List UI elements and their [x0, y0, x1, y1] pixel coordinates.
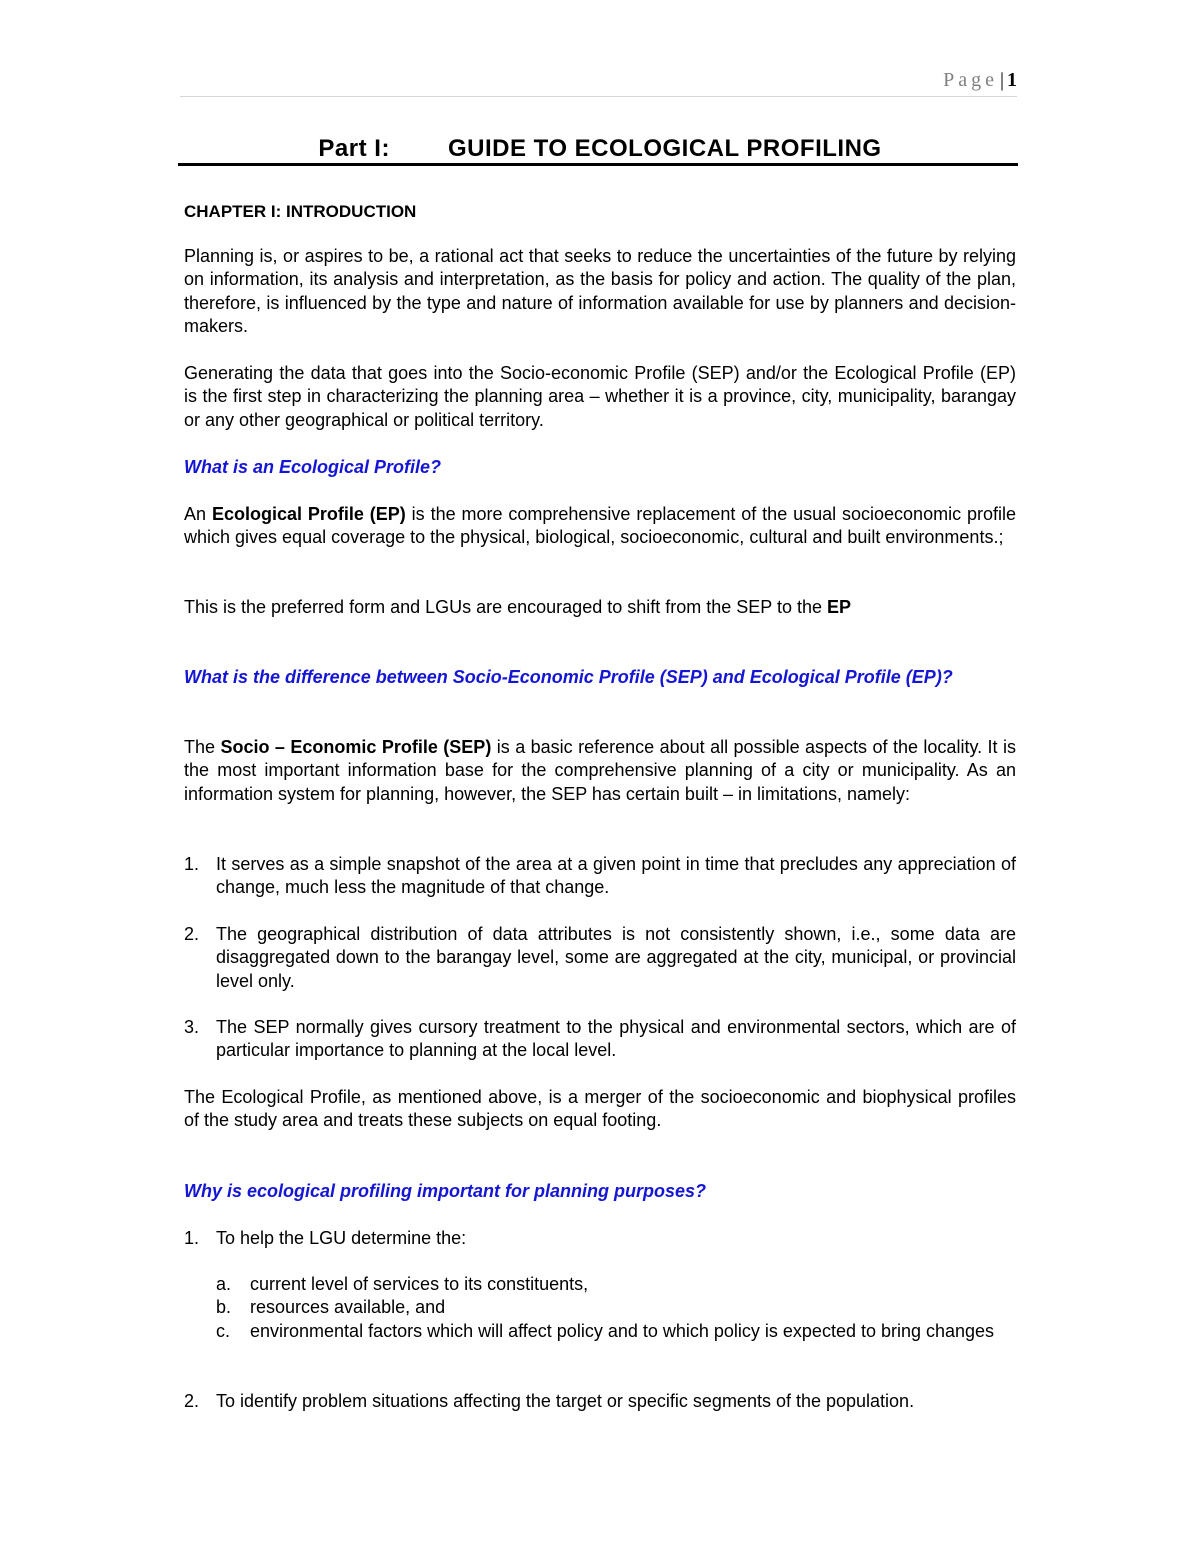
list-item: 3. The SEP normally gives cursory treatment to the physical and environmental sectors, which are of particular importance to planning at the local level. — [184, 1017, 1016, 1061]
ep-definition-paragraph: An Ecological Profile (EP) is the more comprehensive replacement of the usual socioeconomic profile which gives equal coverage to the physical, biological, socioeconomic, cultural and built environments.; — [184, 504, 1016, 548]
list-item: 2. To identify problem situations affecting the target or specific segments of the population. — [184, 1391, 915, 1411]
part-label: Part I: — [318, 135, 390, 162]
ep-preferred-paragraph: This is the preferred form and LGUs are encouraged to shift from the SEP to the EP — [184, 597, 852, 617]
ep-merger-paragraph: The Ecological Profile, as mentioned above, is a merger of the socioeconomic and biophysical profiles of the study area and treats these subjects on equal footing. — [184, 1087, 1016, 1131]
list-item: 2. The geographical distribution of data attributes is not consistently shown, i.e., some data are disaggregated down to the barangay level, some are aggregated at the city, municipal, or provincial level only. — [184, 924, 1016, 991]
question-sep-vs-ep: What is the difference between Socio-Economic Profile (SEP) and Ecological Profile (EP)? — [184, 667, 953, 687]
list-item: 1. To help the LGU determine the: — [184, 1228, 467, 1248]
sep-term: Socio – Economic Profile (SEP) — [220, 737, 492, 757]
ep-abbrev: EP — [827, 597, 852, 617]
chapter-heading: CHAPTER I: INTRODUCTION — [184, 202, 417, 221]
ep-term: Ecological Profile (EP) — [211, 504, 406, 524]
part-title — [184, 134, 1016, 164]
list-item: 1. It serves as a simple snapshot of the area at a given point in time that precludes any appreciation of change, much less the magnitude of that change. — [184, 854, 1016, 898]
page-header — [180, 66, 1017, 97]
title-rule — [178, 163, 1018, 166]
question-what-is-ep: What is an Ecological Profile? — [184, 457, 442, 477]
page-number-value: 1 — [1007, 69, 1017, 91]
sub-list-item: c. environmental factors which will affect policy and to which policy is expected to bring changes — [216, 1321, 995, 1341]
page-word: Page — [943, 69, 998, 91]
question-why-important: Why is ecological profiling important for planning purposes? — [184, 1181, 707, 1201]
sep-definition-paragraph: The Socio – Economic Profile (SEP) is a basic reference about all possible aspects of the locality. It is the most important information base for the comprehensive planning of a city or municipality. As an information system for planning, however, the SEP has certain built – in limitations, namely: — [184, 737, 1016, 804]
intro-paragraph-2: Generating the data that goes into the Socio-economic Profile (SEP) and/or the Ecological Profile (EP) is the first step in characterizing the planning area – whether it is a province, city, municipality, barangay or any other geographical or political territory. — [184, 363, 1016, 430]
page-number — [943, 66, 1017, 94]
part-heading: GUIDE TO ECOLOGICAL PROFILING — [447, 135, 882, 162]
sub-list-item: b. resources available, and — [216, 1297, 446, 1317]
page-separator: | — [999, 69, 1004, 91]
intro-paragraph-1: Planning is, or aspires to be, a rational act that seeks to reduce the uncertainties of the future by relying on information, its analysis and interpretation, as the basis for policy and action. The quality of the plan, therefore, is influenced by the type and nature of information available for use by planners and decision-makers. — [184, 246, 1016, 337]
sub-list-item: a. current level of services to its constituents, — [216, 1274, 589, 1294]
